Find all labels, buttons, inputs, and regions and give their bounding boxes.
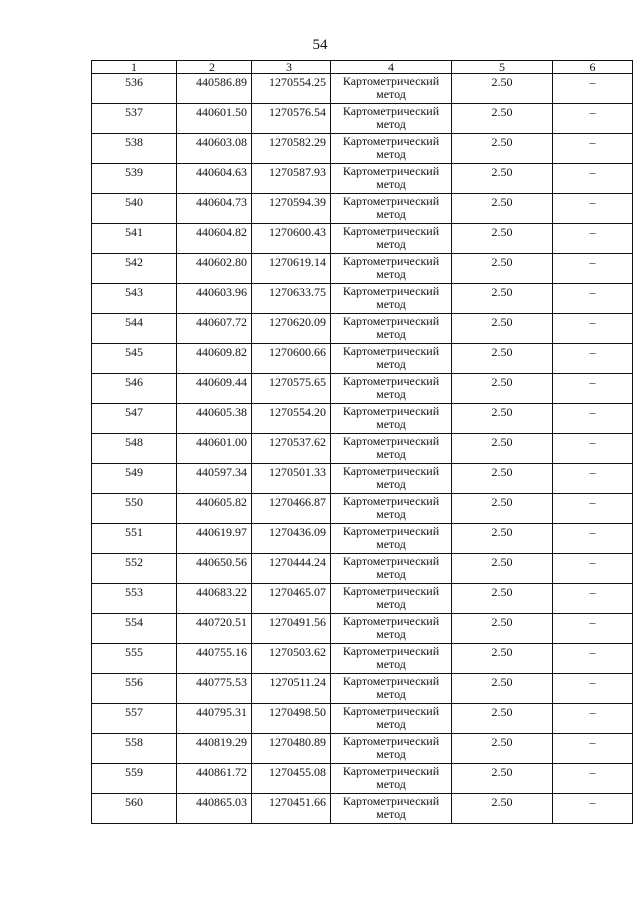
note-cell: – — [553, 464, 633, 494]
x-coordinate-cell: 440865.03 — [177, 794, 252, 824]
method-line-1: Картометрический — [342, 104, 440, 118]
accuracy-cell: 2.50 — [452, 794, 553, 824]
method-line-2: метод — [376, 357, 406, 371]
table-row — [92, 494, 633, 524]
method-line-2: метод — [376, 177, 406, 191]
point-number-cell: 559 — [92, 764, 177, 794]
y-coordinate-cell: 1270436.09 — [252, 524, 331, 554]
x-coordinate-cell: 440604.73 — [177, 194, 252, 224]
method-line-2: метод — [376, 537, 406, 551]
note-cell: – — [553, 194, 633, 224]
method-cell — [331, 374, 452, 404]
accuracy-cell: 2.50 — [452, 104, 553, 134]
y-coordinate-cell: 1270554.25 — [252, 74, 331, 104]
note-cell: – — [553, 134, 633, 164]
y-coordinate-cell: 1270465.07 — [252, 584, 331, 614]
method-cell — [331, 464, 452, 494]
accuracy-cell: 2.50 — [452, 134, 553, 164]
accuracy-cell: 2.50 — [452, 584, 553, 614]
point-number-cell: 549 — [92, 464, 177, 494]
table-header — [92, 61, 633, 74]
x-coordinate-cell: 440775.53 — [177, 674, 252, 704]
x-coordinate-cell: 440609.82 — [177, 344, 252, 374]
point-number-cell: 555 — [92, 644, 177, 674]
method-line-1: Картометрический — [342, 494, 440, 508]
header-row — [92, 61, 633, 74]
method-cell — [331, 224, 452, 254]
point-number-cell: 544 — [92, 314, 177, 344]
method-line-2: метод — [376, 807, 406, 821]
accuracy-cell: 2.50 — [452, 254, 553, 284]
y-coordinate-cell: 1270537.62 — [252, 434, 331, 464]
method-line-2: метод — [376, 597, 406, 611]
point-number-cell: 546 — [92, 374, 177, 404]
point-number-cell: 560 — [92, 794, 177, 824]
method-line-2: метод — [376, 147, 406, 161]
method-line-1: Картометрический — [342, 254, 440, 268]
note-cell: – — [553, 554, 633, 584]
y-coordinate-cell: 1270455.08 — [252, 764, 331, 794]
point-number-cell: 547 — [92, 404, 177, 434]
y-coordinate-cell: 1270501.33 — [252, 464, 331, 494]
note-cell: – — [553, 224, 633, 254]
x-coordinate-cell: 440605.82 — [177, 494, 252, 524]
point-number-cell: 543 — [92, 284, 177, 314]
method-line-1: Картометрический — [342, 374, 440, 388]
coordinates-table — [91, 60, 633, 824]
note-cell: – — [553, 254, 633, 284]
accuracy-cell: 2.50 — [452, 314, 553, 344]
note-cell: – — [553, 524, 633, 554]
point-number-cell: 552 — [92, 554, 177, 584]
method-line-1: Картометрический — [342, 404, 440, 418]
method-cell — [331, 254, 452, 284]
method-line-1: Картометрический — [342, 524, 440, 538]
point-number-cell: 536 — [92, 74, 177, 104]
accuracy-cell: 2.50 — [452, 524, 553, 554]
x-coordinate-cell: 440603.96 — [177, 284, 252, 314]
method-cell — [331, 794, 452, 824]
method-line-1: Картометрический — [342, 224, 440, 238]
method-line-1: Картометрический — [342, 764, 440, 778]
note-cell: – — [553, 584, 633, 614]
note-cell: – — [553, 794, 633, 824]
method-line-2: метод — [376, 567, 406, 581]
y-coordinate-cell: 1270575.65 — [252, 374, 331, 404]
x-coordinate-cell: 440720.51 — [177, 614, 252, 644]
point-number-cell: 550 — [92, 494, 177, 524]
point-number-cell: 548 — [92, 434, 177, 464]
x-coordinate-cell: 440861.72 — [177, 764, 252, 794]
method-cell — [331, 194, 452, 224]
table-row — [92, 404, 633, 434]
x-coordinate-cell: 440650.56 — [177, 554, 252, 584]
note-cell: – — [553, 434, 633, 464]
method-cell — [331, 554, 452, 584]
accuracy-cell: 2.50 — [452, 374, 553, 404]
method-line-2: метод — [376, 327, 406, 341]
method-line-1: Картометрический — [342, 614, 440, 628]
accuracy-cell: 2.50 — [452, 554, 553, 584]
table-row — [92, 524, 633, 554]
table-row — [92, 374, 633, 404]
point-number-cell: 538 — [92, 134, 177, 164]
table-row — [92, 314, 633, 344]
method-line-1: Картометрический — [342, 674, 440, 688]
point-number-cell: 553 — [92, 584, 177, 614]
method-cell — [331, 494, 452, 524]
method-line-1: Картометрический — [342, 134, 440, 148]
y-coordinate-cell: 1270633.75 — [252, 284, 331, 314]
method-line-1: Картометрический — [342, 74, 440, 88]
x-coordinate-cell: 440819.29 — [177, 734, 252, 764]
x-coordinate-cell: 440683.22 — [177, 584, 252, 614]
method-line-2: метод — [376, 87, 406, 101]
accuracy-cell: 2.50 — [452, 674, 553, 704]
accuracy-cell: 2.50 — [452, 284, 553, 314]
method-line-2: метод — [376, 237, 406, 251]
method-cell — [331, 314, 452, 344]
x-coordinate-cell: 440603.08 — [177, 134, 252, 164]
method-line-1: Картометрический — [342, 344, 440, 358]
method-line-1: Картометрический — [342, 164, 440, 178]
x-coordinate-cell: 440604.63 — [177, 164, 252, 194]
table-row — [92, 614, 633, 644]
note-cell: – — [553, 764, 633, 794]
method-line-2: метод — [376, 447, 406, 461]
accuracy-cell: 2.50 — [452, 464, 553, 494]
y-coordinate-cell: 1270498.50 — [252, 704, 331, 734]
table-row — [92, 584, 633, 614]
y-coordinate-cell: 1270511.24 — [252, 674, 331, 704]
method-cell — [331, 644, 452, 674]
point-number-cell: 551 — [92, 524, 177, 554]
accuracy-cell: 2.50 — [452, 224, 553, 254]
note-cell: – — [553, 164, 633, 194]
method-line-2: метод — [376, 687, 406, 701]
note-cell: – — [553, 104, 633, 134]
table-row — [92, 104, 633, 134]
table-row — [92, 344, 633, 374]
point-number-cell: 558 — [92, 734, 177, 764]
note-cell: – — [553, 344, 633, 374]
header-col-6: 6 — [553, 61, 633, 74]
method-line-1: Картометрический — [342, 734, 440, 748]
table-row — [92, 734, 633, 764]
table-row — [92, 434, 633, 464]
page-number: 54 — [312, 37, 328, 53]
x-coordinate-cell: 440604.82 — [177, 224, 252, 254]
table-row — [92, 164, 633, 194]
header-col-2: 2 — [177, 61, 252, 74]
point-number-cell: 539 — [92, 164, 177, 194]
accuracy-cell: 2.50 — [452, 734, 553, 764]
y-coordinate-cell: 1270582.29 — [252, 134, 331, 164]
header-col-3: 3 — [252, 61, 331, 74]
accuracy-cell: 2.50 — [452, 764, 553, 794]
table-row — [92, 554, 633, 584]
y-coordinate-cell: 1270451.66 — [252, 794, 331, 824]
method-line-2: метод — [376, 777, 406, 791]
accuracy-cell: 2.50 — [452, 494, 553, 524]
y-coordinate-cell: 1270619.14 — [252, 254, 331, 284]
method-line-1: Картометрический — [342, 434, 440, 448]
method-line-2: метод — [376, 657, 406, 671]
accuracy-cell: 2.50 — [452, 644, 553, 674]
method-line-2: метод — [376, 507, 406, 521]
method-cell — [331, 74, 452, 104]
y-coordinate-cell: 1270480.89 — [252, 734, 331, 764]
method-line-2: метод — [376, 417, 406, 431]
y-coordinate-cell: 1270576.54 — [252, 104, 331, 134]
note-cell: – — [553, 734, 633, 764]
method-cell — [331, 284, 452, 314]
x-coordinate-cell: 440602.80 — [177, 254, 252, 284]
table-row — [92, 194, 633, 224]
table-row — [92, 134, 633, 164]
table-row — [92, 674, 633, 704]
method-cell — [331, 584, 452, 614]
x-coordinate-cell: 440755.16 — [177, 644, 252, 674]
method-cell — [331, 734, 452, 764]
note-cell: – — [553, 374, 633, 404]
y-coordinate-cell: 1270600.66 — [252, 344, 331, 374]
note-cell: – — [553, 284, 633, 314]
method-cell — [331, 404, 452, 434]
note-cell: – — [553, 74, 633, 104]
accuracy-cell: 2.50 — [452, 74, 553, 104]
table-row — [92, 464, 633, 494]
y-coordinate-cell: 1270600.43 — [252, 224, 331, 254]
method-line-1: Картометрический — [342, 194, 440, 208]
table-row — [92, 284, 633, 314]
point-number-cell: 542 — [92, 254, 177, 284]
method-line-2: метод — [376, 387, 406, 401]
x-coordinate-cell: 440601.00 — [177, 434, 252, 464]
y-coordinate-cell: 1270587.93 — [252, 164, 331, 194]
method-cell — [331, 434, 452, 464]
table-row — [92, 704, 633, 734]
y-coordinate-cell: 1270554.20 — [252, 404, 331, 434]
x-coordinate-cell: 440605.38 — [177, 404, 252, 434]
x-coordinate-cell: 440597.34 — [177, 464, 252, 494]
note-cell: – — [553, 614, 633, 644]
note-cell: – — [553, 674, 633, 704]
method-line-2: метод — [376, 207, 406, 221]
method-line-2: метод — [376, 747, 406, 761]
method-cell — [331, 614, 452, 644]
method-line-2: метод — [376, 477, 406, 491]
method-line-2: метод — [376, 297, 406, 311]
method-line-2: метод — [376, 717, 406, 731]
method-cell — [331, 344, 452, 374]
method-cell — [331, 704, 452, 734]
method-line-1: Картометрический — [342, 464, 440, 478]
table-row — [92, 224, 633, 254]
accuracy-cell: 2.50 — [452, 434, 553, 464]
y-coordinate-cell: 1270444.24 — [252, 554, 331, 584]
y-coordinate-cell: 1270491.56 — [252, 614, 331, 644]
method-line-1: Картометрический — [342, 704, 440, 718]
note-cell: – — [553, 704, 633, 734]
x-coordinate-cell: 440586.89 — [177, 74, 252, 104]
table-row — [92, 644, 633, 674]
method-line-1: Картометрический — [342, 644, 440, 658]
method-cell — [331, 134, 452, 164]
method-line-2: метод — [376, 267, 406, 281]
method-cell — [331, 164, 452, 194]
note-cell: – — [553, 404, 633, 434]
y-coordinate-cell: 1270594.39 — [252, 194, 331, 224]
accuracy-cell: 2.50 — [452, 164, 553, 194]
method-line-1: Картометрический — [342, 584, 440, 598]
method-cell — [331, 524, 452, 554]
y-coordinate-cell: 1270466.87 — [252, 494, 331, 524]
accuracy-cell: 2.50 — [452, 404, 553, 434]
header-col-5: 5 — [452, 61, 553, 74]
table-row — [92, 794, 633, 824]
point-number-cell: 557 — [92, 704, 177, 734]
accuracy-cell: 2.50 — [452, 704, 553, 734]
table-row — [92, 254, 633, 284]
table-body — [92, 74, 633, 824]
method-line-1: Картометрический — [342, 284, 440, 298]
point-number-cell: 540 — [92, 194, 177, 224]
point-number-cell: 545 — [92, 344, 177, 374]
point-number-cell: 554 — [92, 614, 177, 644]
note-cell: – — [553, 494, 633, 524]
accuracy-cell: 2.50 — [452, 344, 553, 374]
accuracy-cell: 2.50 — [452, 614, 553, 644]
method-line-1: Картометрический — [342, 554, 440, 568]
table-row — [92, 74, 633, 104]
x-coordinate-cell: 440795.31 — [177, 704, 252, 734]
point-number-cell: 541 — [92, 224, 177, 254]
note-cell: – — [553, 314, 633, 344]
header-col-1: 1 — [92, 61, 177, 74]
accuracy-cell: 2.50 — [452, 194, 553, 224]
point-number-cell: 556 — [92, 674, 177, 704]
method-line-2: метод — [376, 117, 406, 131]
method-line-1: Картометрический — [342, 794, 440, 808]
method-line-1: Картометрический — [342, 314, 440, 328]
header-col-4: 4 — [331, 61, 452, 74]
x-coordinate-cell: 440601.50 — [177, 104, 252, 134]
table-row — [92, 764, 633, 794]
x-coordinate-cell: 440607.72 — [177, 314, 252, 344]
point-number-cell: 537 — [92, 104, 177, 134]
method-cell — [331, 104, 452, 134]
note-cell: – — [553, 644, 633, 674]
y-coordinate-cell: 1270620.09 — [252, 314, 331, 344]
x-coordinate-cell: 440619.97 — [177, 524, 252, 554]
method-cell — [331, 764, 452, 794]
method-line-2: метод — [376, 627, 406, 641]
x-coordinate-cell: 440609.44 — [177, 374, 252, 404]
method-cell — [331, 674, 452, 704]
y-coordinate-cell: 1270503.62 — [252, 644, 331, 674]
